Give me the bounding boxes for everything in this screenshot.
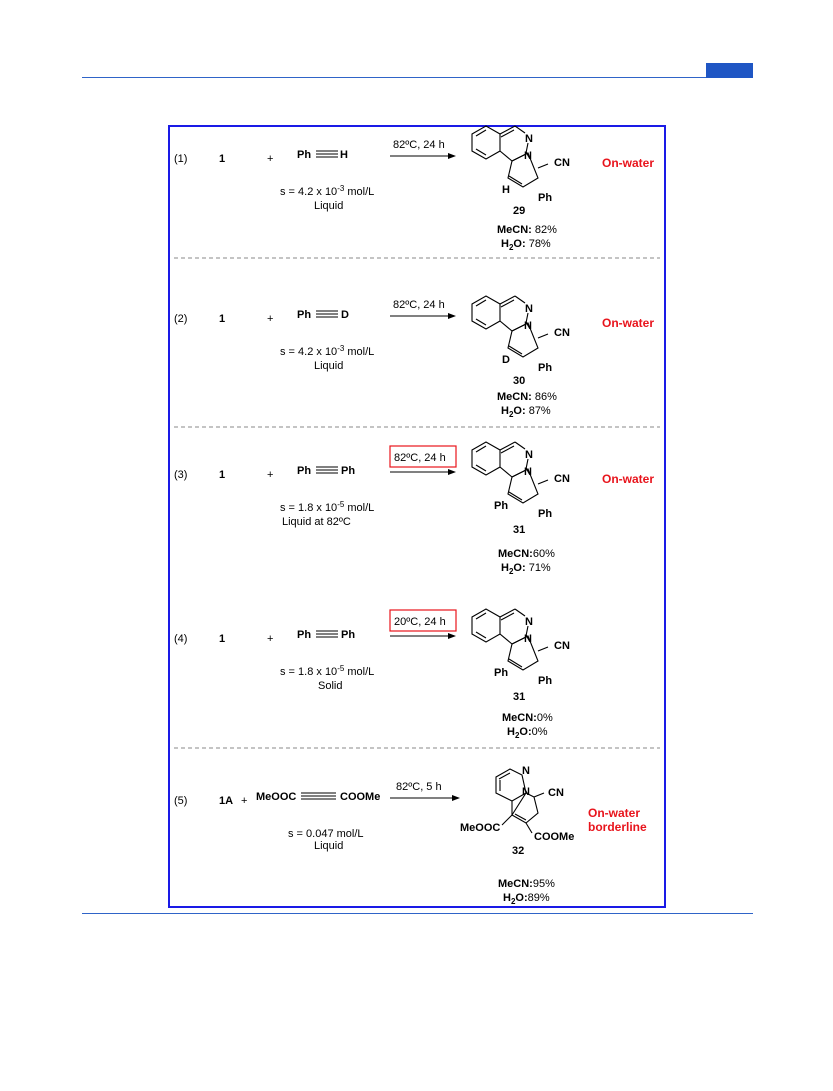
reaction-arrow — [390, 313, 456, 319]
alkyne-right-group: COOMe — [340, 791, 381, 803]
alkyne-left-group: Ph — [297, 465, 312, 477]
atom-N-ring: N — [524, 633, 532, 645]
product-number: 32 — [512, 845, 525, 857]
on-water-label-line2: borderline — [588, 820, 647, 834]
reactant-label: 1 — [219, 469, 226, 481]
atom-N-ring: N — [522, 786, 530, 798]
reaction-3 — [174, 442, 654, 576]
physical-state: Liquid — [314, 360, 344, 372]
reactant-label: 1 — [219, 153, 226, 165]
product-structure — [472, 442, 570, 536]
product-structure — [460, 765, 574, 857]
reaction-number: (3) — [174, 469, 188, 481]
alkyne-left-group: Ph — [297, 629, 312, 641]
yield-water: $H_2O:89\%$ — [503, 892, 550, 906]
atom-N: N — [522, 765, 530, 777]
atom-N: N — [525, 449, 533, 461]
plus-sign: + — [241, 795, 248, 807]
substituent-left: Ph — [494, 500, 509, 512]
alkyne-reagent — [297, 309, 349, 321]
reaction-2 — [174, 296, 654, 419]
alkyne-reagent — [297, 629, 355, 641]
solubility: s = 1.8 x $10^{-5}$ mol/L — [280, 500, 375, 514]
plus-sign: + — [267, 633, 274, 645]
product-number: 29 — [513, 205, 526, 217]
cyano-group: CN — [554, 473, 570, 485]
yield-mecn: MeCN:0% — [502, 712, 553, 724]
substituent-right: Ph — [538, 675, 553, 687]
reaction-number: (5) — [174, 795, 188, 807]
on-water-label: On-water — [602, 316, 655, 330]
reaction-4 — [174, 609, 570, 740]
physical-state: Liquid at 82ºC — [282, 516, 351, 528]
cyano-group: CN — [548, 787, 564, 799]
reactant-label: 1 — [219, 633, 226, 645]
reaction-arrow — [390, 795, 460, 801]
substituent-left: D — [502, 354, 510, 366]
alkyne-right-group: Ph — [341, 465, 356, 477]
substituent-right: Ph — [538, 362, 553, 374]
reaction-1 — [174, 126, 654, 252]
solubility: s = 1.8 x $10^{-5}$ mol/L — [280, 664, 375, 678]
yield-mecn: MeCN:95% — [498, 878, 555, 890]
alkyne-right-group: D — [341, 309, 349, 321]
yield-mecn: MeCN: 86% — [497, 391, 557, 403]
plus-sign: + — [267, 313, 274, 325]
reaction-number: (2) — [174, 313, 188, 325]
reaction-scheme — [170, 127, 664, 906]
atom-N: N — [525, 616, 533, 628]
reaction-arrow — [390, 153, 456, 159]
reaction-conditions: 82ºC, 24 h — [393, 139, 445, 151]
atom-N-ring: N — [524, 150, 532, 162]
atom-N-ring: N — [524, 466, 532, 478]
yield-mecn: MeCN:60% — [498, 548, 555, 560]
atom-N: N — [525, 303, 533, 315]
atom-N-ring: N — [524, 320, 532, 332]
alkyne-left-group: MeOOC — [256, 791, 297, 803]
header-tab — [706, 63, 753, 78]
product-structure — [472, 126, 570, 217]
cyano-group: CN — [554, 640, 570, 652]
substituent-right: COOMe — [534, 831, 575, 843]
alkyne-reagent — [297, 465, 355, 477]
reaction-conditions: 20ºC, 24 h — [394, 616, 446, 628]
solubility: s = 4.2 x $10^{-3}$ mol/L — [280, 344, 375, 358]
reaction-5 — [174, 765, 647, 906]
plus-sign: + — [267, 153, 274, 165]
reaction-arrow — [390, 633, 456, 639]
reaction-number: (1) — [174, 153, 188, 165]
substituent-left: MeOOC — [460, 822, 501, 834]
yield-mecn: MeCN: 82% — [497, 224, 557, 236]
alkyne-right-group: H — [340, 149, 348, 161]
substituent-right: Ph — [538, 192, 553, 204]
alkyne-right-group: Ph — [341, 629, 356, 641]
reactant-label: 1 — [219, 313, 226, 325]
reaction-conditions: 82ºC, 24 h — [393, 299, 445, 311]
product-structure — [472, 296, 570, 387]
solubility: s = 0.047 mol/L — [288, 828, 364, 840]
footer-rule — [82, 913, 753, 914]
atom-N: N — [525, 133, 533, 145]
on-water-label: On-water — [602, 156, 655, 170]
reaction-conditions: 82ºC, 24 h — [394, 452, 446, 464]
substituent-left: Ph — [494, 667, 509, 679]
solubility: s = 4.2 x $10^{-3}$ mol/L — [280, 184, 375, 198]
cyano-group: CN — [554, 157, 570, 169]
product-number: 31 — [513, 691, 526, 703]
yield-water: $H_2O$: 78% — [501, 238, 551, 252]
alkyne-left-group: Ph — [297, 149, 312, 161]
product-structure — [472, 609, 570, 703]
substituent-right: Ph — [538, 508, 553, 520]
reaction-number: (4) — [174, 633, 188, 645]
yield-water: $H_2O$: 87% — [501, 405, 551, 419]
reaction-arrow — [390, 469, 456, 475]
reactant-label: 1A — [219, 795, 234, 807]
header-rule — [82, 77, 753, 78]
physical-state: Solid — [318, 680, 343, 692]
substituent-left: H — [502, 184, 510, 196]
plus-sign: + — [267, 469, 274, 481]
product-number: 31 — [513, 524, 526, 536]
physical-state: Liquid — [314, 200, 344, 212]
physical-state: Liquid — [314, 840, 344, 852]
cyano-group: CN — [554, 327, 570, 339]
alkyne-reagent — [256, 791, 380, 803]
on-water-label: On-water — [602, 472, 655, 486]
yield-water: $H_2O$: 71% — [501, 562, 551, 576]
reaction-conditions: 82ºC, 5 h — [396, 781, 442, 793]
yield-water: $H_2O:0\%$ — [507, 726, 548, 740]
alkyne-reagent — [297, 149, 348, 161]
product-number: 30 — [513, 375, 526, 387]
on-water-label: On-water — [588, 806, 641, 820]
alkyne-left-group: Ph — [297, 309, 312, 321]
